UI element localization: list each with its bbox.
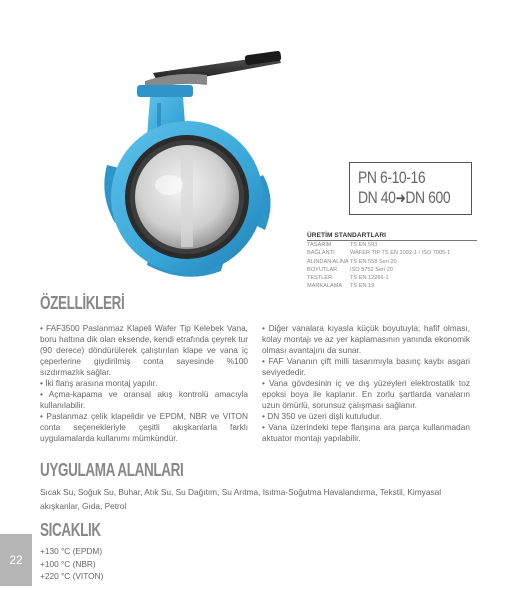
feature-item: • Paslanmaz çelik klapelidir ve EPDM, NBR ve VITON conta seçenekleriyle çeşitli akışkanlarla farklı uygulamalarda kullanımı mümkündür. xyxy=(40,411,248,443)
feature-item: • Vana üzerindeki tepe flanşına ara parça kullanmadan aktuator montajı yapılabilir. xyxy=(262,422,470,443)
temperature-heading: SICAKLIK xyxy=(40,520,101,540)
pressure-rating: PN 6-10-16 xyxy=(358,168,426,187)
features-left-column xyxy=(40,323,248,444)
feature-item: • Diğer vanalara kıyasla küçük boyutuyla; hafif olması, kolay montajı ve az yer kaplamasının yanında ekonomik olması avantajını da sunar. xyxy=(262,323,470,355)
page-number: 22 xyxy=(0,534,32,586)
temperature-list xyxy=(40,545,103,583)
temperature-item: +100 °C (NBR) xyxy=(40,558,96,569)
production-standards xyxy=(307,232,477,291)
diameter-from: DN 40 xyxy=(358,188,396,207)
temperature-item: +220 °C (VITON) xyxy=(40,571,104,581)
temperature-item: +130 °C (EPDM) xyxy=(40,546,103,556)
standard-row: BOYUTLAR ISO 5752 Seri 20 xyxy=(307,266,393,273)
standard-row: ALINDAN ALINA TS EN 558 Seri 20 xyxy=(307,258,397,265)
butterfly-valve-image xyxy=(95,45,295,280)
spec-box xyxy=(349,162,472,215)
standard-row: TASARIM TS EN 593 xyxy=(307,242,378,248)
feature-item: • Vana gövdesinin iç ve dış yüzeyleri elektrostatik toz epoksi boya ile kaplanır. En zorlu şartlarda vanaların uzun ömürlü, sorunsuz çalışması sağlanır. xyxy=(262,378,470,410)
top-flange xyxy=(137,85,193,97)
diameter-range xyxy=(358,188,451,209)
standard-row: TESTLER TS EN 12266-1 xyxy=(307,275,389,282)
standard-row: BAĞLANTI WAFER TIP TS EN 1092-1 / ISO 7005-1 xyxy=(307,250,451,257)
feature-item: • İki flanş arasına montaj yapılır. xyxy=(40,378,158,388)
diameter-to: DN 600 xyxy=(405,188,451,207)
arrow-right-icon: ➜ xyxy=(395,190,406,207)
feature-item: • FAF3500 Paslanmaz Klapeli Wafer Tip Kelebek Vana, boru hattına dik olan eksende, kendi etrafında çeyrek tur (90 derece) döndürülerek çalıştırılan klape ve vana iç çeperlerine giydirilmiş conta sayesinde %100 sızdırmazlık sağlar. xyxy=(40,323,248,377)
feature-item: • FAF Vananın çift milli tasarımıyla basınç kaybı asgari seviyededir. xyxy=(262,356,470,377)
feature-item: • DN 350 ve üzeri dişli kutuludur. xyxy=(262,411,382,421)
features-heading: ÖZELLİKLERİ xyxy=(40,293,125,313)
applications-heading: UYGULAMA ALANLARI xyxy=(40,460,184,480)
standard-row: MARKALAMA TS EN 19 xyxy=(307,283,375,290)
applications-text: Sıcak Su, Soğuk Su, Buhar, Atık Su, Su Dağıtım, Su Arıtma, Isıtma-Soğutma Havalandırma, Tekstil, Kimyasal akışkanlar, Gıda, Petrol xyxy=(40,487,442,511)
feature-item: • Açma-kapama ve oransal akış kontrolü amacıyla kullanılabilir. xyxy=(40,389,248,410)
features-right-column xyxy=(262,323,470,444)
standards-title: ÜRETİM STANDARTLARI xyxy=(307,232,477,241)
